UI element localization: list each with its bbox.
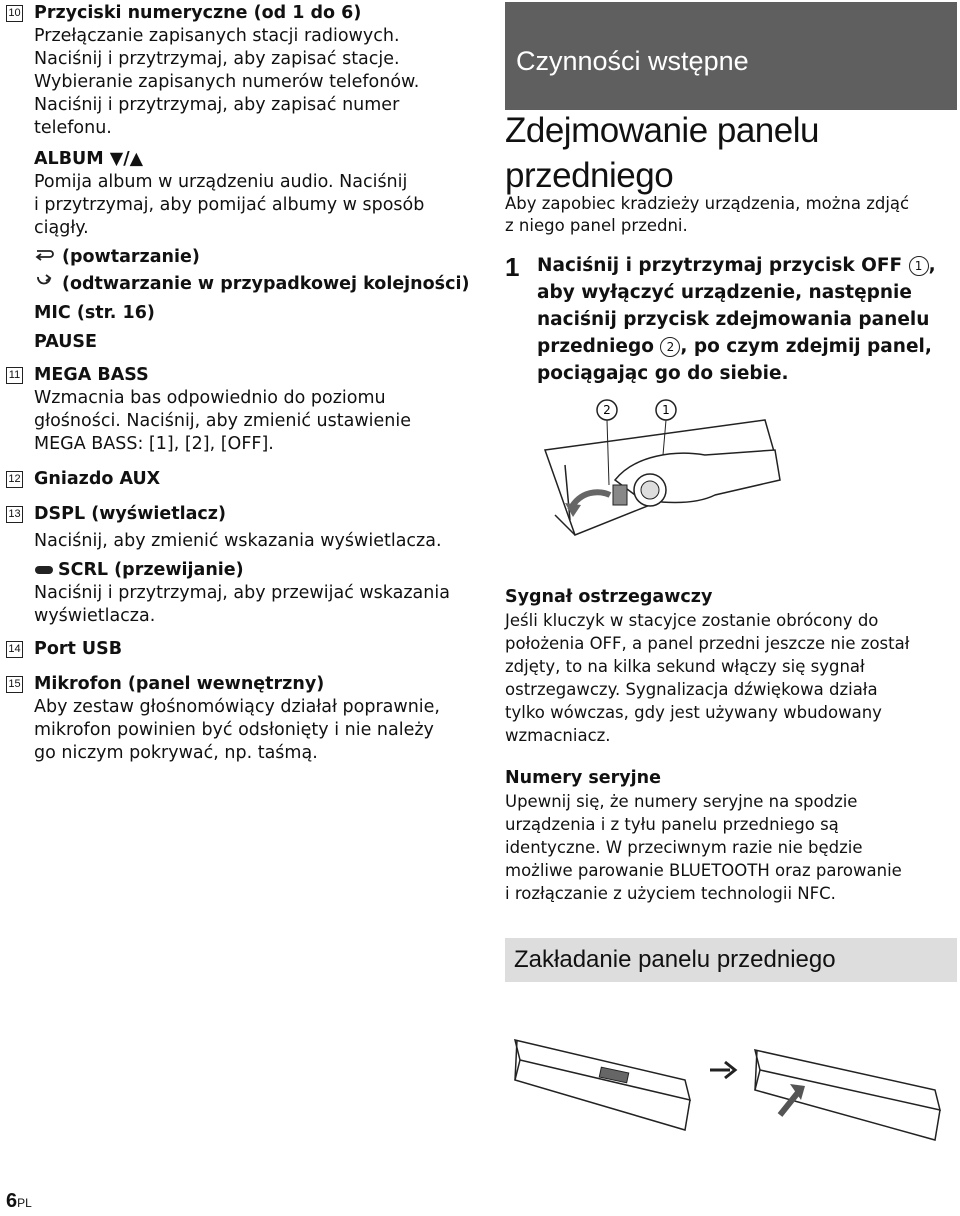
warning-line-6: wzmacniacz.	[505, 726, 611, 745]
remove-panel-illustration	[535, 395, 935, 569]
warning-title: Sygnał ostrzegawczy	[505, 587, 713, 607]
scrl-line-2: wyświetlacza.	[34, 606, 156, 626]
key-icon	[34, 559, 54, 582]
item-10-line-3: Wybieranie zapisanych numerów telefonów.	[34, 72, 420, 92]
warning-line-4: ostrzegawczy. Sygnalizacja dźwiękowa działa	[505, 680, 878, 699]
serial-section	[505, 767, 957, 905]
repeat-label: (powtarzanie)	[62, 247, 200, 267]
serial-line-5: i rozłączanie z użyciem technologii NFC.	[505, 884, 836, 903]
page-number	[6, 1190, 32, 1213]
item-11-line-3: MEGA BASS: [1], [2], [OFF].	[34, 434, 274, 454]
intro-text	[505, 193, 955, 237]
item-title: Gniazdo AUX	[34, 469, 161, 489]
intro-line-1: Aby zapobiec kradzieży urządzenia, można zdjąć	[505, 194, 910, 213]
section-banner-attach: Zakładanie panelu przedniego	[505, 938, 957, 982]
item-number: 12	[6, 471, 23, 488]
figure-callout-1: 1	[662, 403, 670, 417]
callout-2: 2	[660, 337, 680, 357]
serial-line-4: możliwe parowanie BLUETOOTH oraz parowanie	[505, 861, 902, 880]
mic-label: MIC (str. 16)	[34, 303, 155, 323]
item-11	[6, 364, 474, 456]
intro-line-2: z niego panel przedni.	[505, 216, 688, 235]
shuffle-row	[34, 273, 474, 296]
item-13	[6, 503, 474, 628]
item-10-line-4: Naciśnij i przytrzymaj, aby zapisać numer	[34, 95, 400, 115]
item-15-line-1: Aby zestaw głośnomówiący działał poprawnie,	[34, 697, 440, 717]
warning-section	[505, 586, 957, 747]
item-13-line: Naciśnij, aby zmienić wskazania wyświetlacza.	[34, 531, 442, 551]
pause-label: PAUSE	[34, 332, 97, 352]
scrl-line-1: Naciśnij i przytrzymaj, aby przewijać wskazania	[34, 583, 450, 603]
item-15-line-3: go niczym pokrywać, np. taśmą.	[34, 743, 318, 763]
figure-callout-2: 2	[603, 403, 611, 417]
scrl-row	[34, 559, 474, 582]
item-title: Port USB	[34, 639, 123, 659]
section-banner: Czynności wstępne	[505, 2, 957, 110]
page-title-line-2: przedniego	[505, 156, 674, 195]
item-14	[6, 638, 474, 661]
step-text-part-1: Naciśnij i przytrzymaj przycisk OFF	[537, 255, 903, 276]
shuffle-icon	[34, 273, 54, 296]
warning-line-2: położenia OFF, a panel przedni jeszcze nie został	[505, 634, 910, 653]
item-title: DSPL (wyświetlacz)	[34, 504, 226, 524]
item-10-line-5: telefonu.	[34, 118, 112, 138]
step-number: 1	[505, 252, 520, 282]
item-15-line-2: mikrofon powinien być odsłonięty i nie należy	[34, 720, 434, 740]
step-text-part-2: , aby wyłączyć urządzenie, następnie naciśnij przycisk zdejmowania panelu przedniego	[537, 255, 936, 357]
item-title: MEGA BASS	[34, 365, 149, 385]
serial-line-3: identyczne. W przeciwnym razie nie będzie	[505, 838, 863, 857]
warning-line-1: Jeśli kluczyk w stacyjce zostanie obrócony do	[505, 611, 879, 630]
album-line-2: i przytrzymaj, aby pomijać albumy w sposób	[34, 195, 425, 215]
attach-panel-illustration	[505, 1020, 955, 1174]
step-1	[505, 252, 957, 387]
item-11-line-2: głośności. Naciśnij, aby zmienić ustawienie	[34, 411, 411, 431]
serial-line-1: Upewnij się, że numery seryjne na spodzie	[505, 792, 858, 811]
item-number: 13	[6, 506, 23, 523]
serial-title: Numery seryjne	[505, 768, 661, 788]
repeat-row	[34, 246, 474, 269]
repeat-icon	[34, 246, 54, 269]
album-line-3: ciągły.	[34, 218, 89, 238]
page-language: PL	[17, 1196, 32, 1210]
item-number: 15	[6, 676, 23, 693]
item-title: Mikrofon (panel wewnętrzny)	[34, 674, 325, 694]
item-title: Przyciski numeryczne (od 1 do 6)	[34, 3, 362, 23]
callout-1: 1	[909, 256, 929, 276]
page-title	[505, 108, 819, 198]
step-text-part-3: , po czym zdejmij panel, pociągając go do siebie.	[537, 336, 932, 384]
album-line-1: Pomija album w urządzeniu audio. Naciśnij	[34, 172, 408, 192]
album-label: ALBUM ▼/▲	[34, 149, 144, 169]
item-number: 11	[6, 367, 23, 384]
item-11-line-1: Wzmacnia bas odpowiednio do poziomu	[34, 388, 386, 408]
serial-line-2: urządzenia i z tyłu panelu przedniego są	[505, 815, 839, 834]
item-12	[6, 468, 474, 491]
item-10-line-2: Naciśnij i przytrzymaj, aby zapisać stacje.	[34, 49, 400, 69]
step-text	[537, 252, 957, 387]
item-10-line-1: Przełączanie zapisanych stacji radiowych.	[34, 26, 400, 46]
item-15	[6, 673, 474, 765]
page-number-digit: 6	[6, 1190, 18, 1212]
page-title-line-1: Zdejmowanie panelu	[505, 111, 819, 150]
warning-line-5: tylko wówczas, gdy jest używany wbudowany	[505, 703, 882, 722]
item-number: 10	[6, 5, 23, 22]
item-10	[6, 2, 474, 354]
left-column	[6, 0, 474, 765]
shuffle-label: (odtwarzanie w przypadkowej kolejności)	[62, 274, 470, 294]
warning-line-3: zdjęty, to na kilka sekund włączy się sygnał	[505, 657, 865, 676]
item-number: 14	[6, 641, 23, 658]
scrl-label: SCRL (przewijanie)	[58, 560, 244, 580]
